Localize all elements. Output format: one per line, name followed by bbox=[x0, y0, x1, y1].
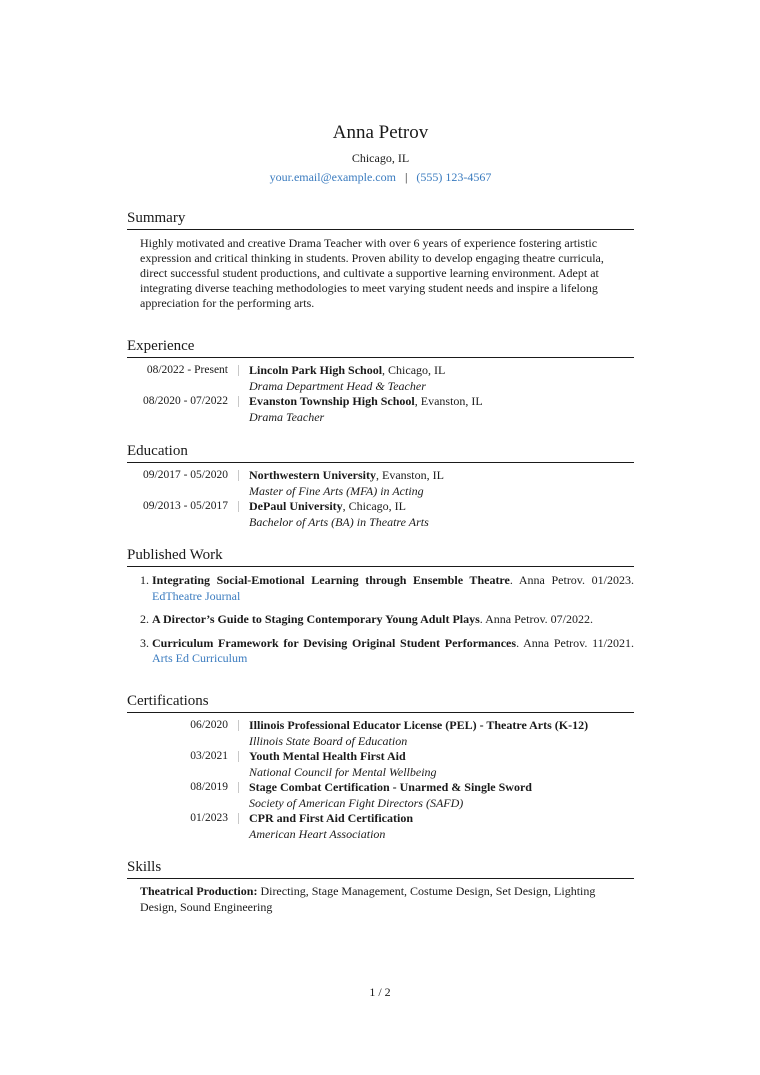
entry-date: 03/2021 bbox=[190, 750, 228, 762]
email-link[interactable]: your.email@example.com bbox=[269, 170, 396, 184]
section-title-certifications: Certifications bbox=[127, 692, 634, 713]
section-title-summary: Summary bbox=[127, 209, 634, 230]
entry-date: 09/2013 - 05/2017 bbox=[143, 500, 228, 512]
education-section bbox=[127, 442, 634, 530]
certification-entry bbox=[127, 718, 634, 749]
published-work-section bbox=[127, 546, 634, 675]
publication-number: 2. bbox=[140, 612, 149, 626]
section-title-education: Education bbox=[127, 442, 634, 463]
entry-place: , Evanston, IL bbox=[414, 394, 483, 408]
section-title-experience: Experience bbox=[127, 337, 634, 358]
section-title-published-work: Published Work bbox=[127, 546, 634, 567]
certifications-section bbox=[127, 692, 634, 842]
experience-section bbox=[127, 337, 634, 425]
entry-place: , Chicago, IL bbox=[382, 363, 446, 377]
certification-issuer: Illinois State Board of Education bbox=[249, 733, 408, 748]
publication-title: A Director’s Guide to Staging Contemporary Young Adult Plays bbox=[152, 612, 480, 626]
certification-issuer: Society of American Fight Directors (SAFD) bbox=[249, 795, 464, 810]
publication-number: 3. bbox=[140, 635, 149, 650]
location: Chicago, IL bbox=[351, 151, 410, 165]
entry-date: 08/2020 - 07/2022 bbox=[143, 395, 228, 407]
entry-org: Lincoln Park High School bbox=[249, 363, 383, 377]
entry-role: Drama Teacher bbox=[249, 409, 325, 424]
publication-number: 1. bbox=[140, 573, 149, 587]
certification-entry bbox=[127, 811, 634, 842]
entry-date: 01/2023 bbox=[190, 812, 228, 824]
contact-separator: | bbox=[404, 170, 408, 184]
publication-title: Curriculum Framework for Devising Original Student Performances bbox=[152, 635, 517, 650]
page-number: 1 / 2 bbox=[369, 985, 391, 999]
entry-date: 06/2020 bbox=[190, 719, 228, 731]
person-name: Anna Petrov bbox=[332, 122, 429, 143]
entry-org: Evanston Township High School bbox=[249, 394, 415, 408]
certification-issuer: National Council for Mental Wellbeing bbox=[249, 764, 437, 779]
experience-entry bbox=[127, 363, 634, 394]
publication-item bbox=[140, 573, 634, 604]
entry-date: 09/2017 - 05/2020 bbox=[143, 469, 228, 481]
certification-entry bbox=[127, 780, 634, 811]
skills-label: Theatrical Production: bbox=[140, 884, 258, 898]
certification-issuer: American Heart Association bbox=[249, 826, 386, 841]
summary-text: Highly motivated and creative Drama Teacher with over 6 years of experience fostering artistic expression and critical thinking in students. Proven ability to develop engaging theatre curricula, direct successful student productions, and cultivate a supportive learning environment. Adept at integrating diverse teaching methodologies to meet varying student needs and inspire a lifelong appreciation for the performing arts. bbox=[140, 236, 604, 310]
publication-title: Integrating Social-Emotional Learning through Ensemble Theatre bbox=[152, 573, 510, 587]
publication-details: . Anna Petrov. 01/2023. bbox=[509, 573, 634, 587]
publication-link[interactable]: EdTheatre Journal bbox=[152, 588, 241, 603]
certification-name: Illinois Professional Educator License (PEL) - Theatre Arts (K-12) bbox=[249, 718, 589, 732]
entry-date: 08/2022 - Present bbox=[146, 364, 228, 376]
certification-name: Youth Mental Health First Aid bbox=[249, 749, 406, 763]
certification-entry bbox=[127, 749, 634, 780]
entry-degree: Master of Fine Arts (MFA) in Acting bbox=[249, 483, 424, 498]
entry-role: Drama Department Head & Teacher bbox=[249, 378, 426, 393]
summary-section bbox=[127, 209, 634, 311]
skills-text bbox=[127, 884, 634, 915]
publication-details: . Anna Petrov. 11/2021. bbox=[516, 635, 634, 650]
entry-degree: Bachelor of Arts (BA) in Theatre Arts bbox=[249, 514, 429, 529]
education-entry bbox=[127, 499, 634, 530]
education-entry bbox=[127, 468, 634, 499]
entry-place: , Evanston, IL bbox=[375, 468, 444, 482]
entry-date: 08/2019 bbox=[190, 781, 228, 793]
certification-name: CPR and First Aid Certification bbox=[249, 811, 413, 825]
section-title-skills: Skills bbox=[127, 858, 634, 879]
skills-section bbox=[127, 858, 634, 915]
entry-org: DePaul University bbox=[249, 499, 343, 513]
publication-link[interactable]: Arts Ed Curriculum bbox=[152, 651, 248, 665]
experience-entry bbox=[127, 394, 634, 425]
phone-link[interactable]: (555) 123-4567 bbox=[416, 170, 492, 184]
entry-place: , Chicago, IL bbox=[342, 499, 406, 513]
resume-header bbox=[127, 122, 634, 185]
publication-item bbox=[140, 636, 634, 667]
publication-item bbox=[140, 612, 634, 628]
skills-list: Directing, Stage Management, Costume Design, Set Design, Lighting Design, Sound Engineering bbox=[140, 884, 596, 914]
entry-org: Northwestern University bbox=[249, 468, 376, 482]
certification-name: Stage Combat Certification - Unarmed & Single Sword bbox=[249, 780, 532, 794]
contact-line bbox=[127, 169, 634, 185]
publication-details: . Anna Petrov. 07/2022. bbox=[479, 612, 593, 626]
